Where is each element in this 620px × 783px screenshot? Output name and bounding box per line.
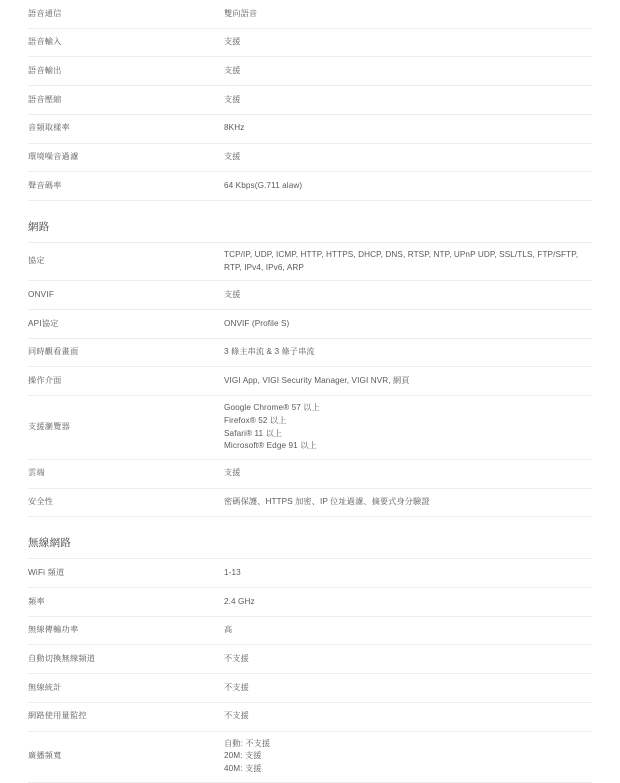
spec-key: 廣播頻寬 [28,751,62,761]
table-row [28,645,592,674]
spec-value-line: 1-13 [224,567,241,577]
table-row [28,616,592,645]
table-row [28,28,592,57]
spec-value-line: Google Chrome® 57 以上 [224,403,320,413]
spec-value [224,310,592,339]
spec-value [224,86,592,115]
spec-key: 無線統計 [28,682,62,692]
spec-value [224,172,592,201]
spec-key: 安全性 [28,497,54,507]
spec-value [224,702,592,731]
spec-value-line: 支援 [224,289,241,299]
spec-key: 頻率 [28,596,45,606]
spec-value-line: 不支援 [224,682,249,692]
table-row [28,310,592,339]
spec-key: 自動切換無線頻道 [28,653,96,663]
table-row [28,242,592,280]
spec-key: 網路使用量監控 [28,711,87,721]
spec-value-line: 支援 [224,152,241,162]
spec-key: ONVIF [28,289,55,299]
spec-value [224,143,592,172]
spec-value-line: 8KHz [224,123,245,133]
spec-key: 環境噪音過濾 [28,152,79,162]
spec-value-line: 3 條主串流 & 3 條子串流 [224,347,315,357]
spec-value [224,281,592,310]
table-row [28,488,592,517]
table-row [28,674,592,703]
spec-value [224,459,592,488]
spec-value-line: 高 [224,625,233,635]
spec-value-line: 20M: 支援 [224,751,262,761]
table-row [28,172,592,201]
spec-value-line: 64 Kbps(G.711 alaw) [224,180,303,190]
spec-value [224,731,592,782]
table-row [28,114,592,143]
table-row [28,86,592,115]
spec-key: 音頻取樣率 [28,123,70,133]
spec-value-line: 雙向語音 [224,8,258,18]
table-row [28,143,592,172]
spec-key: 語音輸出 [28,65,62,75]
spec-value-line: Firefox® 52 以上 [224,415,287,425]
spec-value [224,242,592,280]
spec-value-line: 自動: 不支援 [224,738,271,748]
spec-section-network [28,201,592,517]
spec-key: 語音壓縮 [28,94,62,104]
spec-value-line: VIGI App, VIGI Security Manager, VIGI NVR, 網頁 [224,375,410,385]
section-title: 網路 [28,220,50,233]
table-row [28,396,592,460]
spec-section-audio [28,0,592,201]
spec-key: 支援瀏覽器 [28,422,70,432]
spec-table-network [28,242,592,517]
spec-table-audio [28,0,592,201]
table-row [28,57,592,86]
spec-value [224,645,592,674]
spec-value [224,0,592,28]
spec-value-line: 40M: 支援 [224,763,262,773]
spec-value-line: 密碼保護、HTTPS 加密、IP 位址過濾、摘要式身分驗證 [224,497,430,507]
table-row [28,367,592,396]
spec-key: 聲音碼率 [28,180,62,190]
spec-key: API協定 [28,318,59,328]
spec-value [224,588,592,617]
spec-value-line: 支援 [224,94,241,104]
table-row [28,459,592,488]
spec-value [224,367,592,396]
spec-value [224,338,592,367]
table-row [28,559,592,588]
spec-value-line: 不支援 [224,653,249,663]
spec-value-line: RTP, IPv4, IPv6, ARP [224,262,304,272]
spec-key: 無線傳輸功率 [28,625,79,635]
spec-value [224,396,592,460]
table-row [28,338,592,367]
spec-key: 操作介面 [28,375,62,385]
spec-value-line: 支援 [224,65,241,75]
table-row [28,281,592,310]
spec-value [224,616,592,645]
spec-key: 語音輸入 [28,37,62,47]
spec-value [224,57,592,86]
spec-table-wireless [28,558,592,782]
spec-value [224,488,592,517]
spec-value-line: 支援 [224,468,241,478]
spec-key: 雲端 [28,468,45,478]
table-row [28,588,592,617]
spec-value [224,674,592,703]
table-row [28,702,592,731]
spec-value [224,559,592,588]
spec-value-line: Safari® 11 以上 [224,428,283,438]
spec-value [224,114,592,143]
spec-value-line: ONVIF (Profile S) [224,318,290,328]
spec-section-wireless [28,517,592,782]
spec-key: 語音通信 [28,8,62,18]
table-row [28,0,592,28]
section-title: 無線網路 [28,537,72,550]
spec-value-line: Microsoft® Edge 91 以上 [224,441,317,451]
spec-value-line: 支援 [224,37,241,47]
spec-key: 同時觀看畫面 [28,347,79,357]
spec-value [224,28,592,57]
spec-value-line: 不支援 [224,711,249,721]
spec-key: 協定 [28,256,45,266]
spec-value-line: TCP/IP, UDP, ICMP, HTTP, HTTPS, DHCP, DNS, RTSP, NTP, UPnP UDP, SSL/TLS, FTP/SFTP, [224,249,579,259]
spec-value-line: 2.4 GHz [224,596,255,606]
spec-key: WiFi 頻道 [28,567,65,577]
table-row [28,731,592,782]
